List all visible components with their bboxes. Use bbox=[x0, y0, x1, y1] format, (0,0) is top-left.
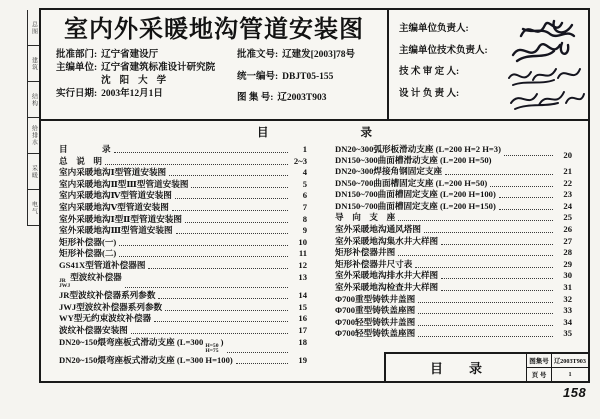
toc-item-label bbox=[59, 355, 233, 367]
dot-leader bbox=[398, 220, 553, 221]
stack-bottom: H=75 bbox=[205, 348, 219, 355]
toc-item-text: Φ700轻型铸铁井盖图 bbox=[335, 316, 416, 327]
signatory-label: 主编单位负责人: bbox=[399, 24, 469, 34]
toc-item-pre: DN20~150煨弯座板式滑动支座 (L=300 bbox=[59, 336, 206, 347]
toc-item-text: DN20~300焊接角钢固定支座 bbox=[335, 166, 443, 176]
toc-item-label bbox=[335, 259, 412, 271]
dot-leader bbox=[227, 352, 288, 353]
toc-page-number: 1 bbox=[302, 144, 307, 154]
toc-left-column bbox=[59, 144, 307, 367]
info-label: 图 集 号: bbox=[237, 93, 274, 103]
spine-tab-label: 采暖 bbox=[30, 164, 37, 179]
dot-leader bbox=[441, 244, 553, 245]
spine-tab-label: 总图 bbox=[30, 20, 37, 35]
sheet-title: 目 录 bbox=[429, 361, 482, 376]
dot-leader bbox=[191, 187, 288, 188]
toc-page-number: 4 bbox=[302, 167, 307, 178]
toc-page-number: 16 bbox=[298, 313, 307, 324]
toc-page-number: 14 bbox=[298, 290, 307, 301]
toc-item-text: Φ700重型铸铁井盖图 bbox=[335, 293, 416, 304]
toc-item-text: 矩形补偿器井图 bbox=[335, 247, 396, 258]
toc-item-label bbox=[59, 260, 145, 272]
approval-info bbox=[41, 49, 387, 114]
signatory-row bbox=[399, 19, 588, 41]
info-value bbox=[277, 92, 326, 105]
toc-page-number: 30 bbox=[563, 270, 572, 281]
dot-leader bbox=[175, 198, 288, 199]
toc-item bbox=[335, 317, 572, 329]
info-row bbox=[237, 71, 387, 84]
page-number-row bbox=[527, 368, 588, 381]
dot-leader bbox=[165, 310, 288, 311]
toc-page-number: 20 bbox=[563, 149, 572, 160]
toc-item bbox=[59, 302, 307, 314]
info-value-line2: 沈阳大学 bbox=[101, 76, 176, 86]
signatory-row bbox=[399, 41, 588, 63]
toc-item-text: DN150~700曲面槽固定支座 (L=200 H=150) bbox=[335, 200, 496, 211]
info-row bbox=[56, 88, 237, 101]
toc-item-label bbox=[59, 156, 102, 168]
toc-item-text: WY型无约束波纹补偿器 bbox=[59, 313, 152, 324]
toc-page-number: 10 bbox=[298, 236, 307, 247]
dot-leader bbox=[119, 245, 288, 246]
dot-leader bbox=[424, 232, 553, 233]
toc-item bbox=[59, 156, 307, 168]
toc-item bbox=[335, 282, 572, 294]
toc-item bbox=[59, 190, 307, 202]
info-value-text: 辽宁省建设厅 bbox=[101, 50, 159, 60]
toc-item-text: JR型波纹补偿器系列参数 bbox=[59, 290, 156, 301]
toc-item bbox=[335, 270, 572, 282]
spine-tab-label: 电气 bbox=[30, 200, 37, 215]
toc-item bbox=[59, 237, 307, 249]
dot-leader bbox=[398, 255, 553, 256]
info-value bbox=[101, 49, 158, 62]
toc-item-text: 室外采暖地沟Ⅰ型Ⅱ型管道安装图 bbox=[59, 213, 182, 224]
toc-item-label bbox=[59, 225, 173, 237]
toc-item-label bbox=[335, 247, 395, 259]
folio-page-number: 158 bbox=[563, 385, 587, 400]
info-row bbox=[56, 49, 237, 62]
toc-item-label bbox=[59, 237, 116, 249]
toc-item-text: DN20~150煨弯座板式滑动支座 (L=300 H=100) bbox=[59, 355, 233, 366]
toc-item bbox=[59, 144, 307, 156]
toc-item bbox=[59, 179, 307, 191]
toc-item-label bbox=[335, 201, 496, 213]
page-frame bbox=[39, 8, 590, 383]
toc-item bbox=[335, 259, 572, 271]
toc-page-number: 19 bbox=[298, 355, 307, 366]
toc-item bbox=[59, 290, 307, 302]
toc-item-text: 室外采暖地沟Ⅲ型管道安装图 bbox=[59, 225, 173, 236]
info-value bbox=[282, 49, 355, 62]
dot-leader bbox=[504, 155, 553, 156]
toc-item-post: 型波纹补偿器 bbox=[70, 271, 122, 282]
stack-top: JR bbox=[59, 277, 66, 284]
toc-section bbox=[41, 121, 588, 381]
spine-tab-label: 建筑 bbox=[30, 56, 37, 71]
dot-leader bbox=[418, 325, 553, 326]
dot-leader bbox=[176, 233, 288, 234]
toc-page-number: 34 bbox=[563, 316, 572, 327]
stacked-values bbox=[59, 279, 70, 291]
toc-item bbox=[335, 166, 572, 178]
toc-item bbox=[335, 178, 572, 190]
toc-page-number: 28 bbox=[563, 247, 572, 258]
toc-item-label bbox=[335, 305, 415, 317]
title-and-approval-block bbox=[41, 10, 389, 119]
toc-item-text: 室外采暖地沟通风塔图 bbox=[335, 223, 421, 234]
toc-item-label bbox=[335, 166, 442, 178]
dot-leader bbox=[158, 298, 288, 299]
toc-item bbox=[59, 225, 307, 237]
dot-leader bbox=[105, 164, 288, 165]
toc-page-number: 35 bbox=[563, 328, 572, 339]
toc-page-number: 25 bbox=[563, 212, 572, 223]
toc-item-label bbox=[335, 328, 415, 340]
atlas-title: 室内外采暖地沟管道安装图 bbox=[64, 17, 364, 43]
toc-item bbox=[59, 167, 307, 179]
toc-item-text: 矩形补偿器(一) bbox=[59, 236, 117, 247]
toc-item bbox=[335, 328, 572, 340]
dot-leader bbox=[499, 209, 553, 210]
dot-leader bbox=[119, 256, 288, 257]
toc-item bbox=[59, 337, 307, 356]
toc-item bbox=[59, 214, 307, 226]
toc-page-number: 33 bbox=[563, 305, 572, 316]
toc-page-number: 26 bbox=[563, 223, 572, 234]
toc-item-text: 室外采暖地沟排水井大样图 bbox=[335, 270, 439, 281]
page-number-label: 页 号 bbox=[527, 368, 552, 381]
signatory-row bbox=[399, 62, 588, 84]
toc-item bbox=[335, 189, 572, 201]
toc-item-label bbox=[335, 270, 438, 282]
toc-item bbox=[335, 212, 572, 224]
toc-item bbox=[335, 201, 572, 213]
toc-item-label bbox=[59, 179, 188, 191]
toc-item-label bbox=[59, 302, 162, 314]
dot-leader bbox=[148, 268, 288, 269]
toc-page-number: 12 bbox=[298, 259, 307, 270]
toc-item-label bbox=[335, 236, 438, 248]
toc-columns bbox=[41, 144, 588, 367]
info-label: 实行日期: bbox=[56, 89, 98, 99]
page-number-value: 1 bbox=[568, 371, 572, 378]
toc-page-number: 13 bbox=[298, 271, 307, 282]
toc-page-number: 32 bbox=[563, 293, 572, 304]
toc-item-label bbox=[335, 317, 415, 329]
approval-info-right bbox=[237, 49, 387, 114]
toc-item-text: GS41X型管道补偿器图 bbox=[59, 259, 146, 270]
toc-item bbox=[59, 272, 307, 291]
toc-item-text: 室内采暖地沟Ⅴ型管道安装图 bbox=[59, 201, 169, 212]
stack-top: H=50 bbox=[205, 342, 219, 349]
toc-item-label bbox=[59, 248, 116, 260]
toc-page-number: 9 bbox=[302, 225, 307, 236]
signatory-label: 技 术 审 定 人: bbox=[399, 67, 460, 77]
toc-item-post: ) bbox=[218, 336, 224, 347]
toc-page-number: 23 bbox=[563, 189, 572, 200]
header-band bbox=[41, 10, 588, 121]
toc-item-label bbox=[335, 189, 496, 201]
dot-leader bbox=[131, 333, 288, 334]
info-value-text: 辽2003T903 bbox=[277, 93, 327, 103]
toc-item-label bbox=[59, 272, 122, 291]
atlas-number-value: 辽2003T903 bbox=[554, 358, 586, 365]
info-row bbox=[237, 92, 387, 105]
responsible-persons-block bbox=[389, 10, 588, 119]
toc-item-label bbox=[59, 290, 155, 302]
signatory-label: 设 计 负 责 人: bbox=[399, 88, 460, 99]
toc-page-number: 8 bbox=[302, 213, 307, 224]
toc-item-text: 室外采暖地沟检查井大样图 bbox=[335, 281, 439, 292]
stack-bottom: JWJ bbox=[59, 283, 71, 290]
toc-item-text: Φ700重型铸铁盖座图 bbox=[335, 305, 416, 316]
toc-page-number: 21 bbox=[563, 166, 572, 176]
toc-item bbox=[335, 224, 572, 236]
toc-item-label bbox=[59, 325, 128, 337]
signatory-labels bbox=[399, 19, 588, 105]
info-value bbox=[282, 71, 333, 84]
toc-item bbox=[59, 325, 307, 337]
toc-item-label bbox=[335, 224, 421, 236]
dot-leader bbox=[499, 197, 553, 198]
dot-leader bbox=[490, 186, 553, 187]
title-block bbox=[384, 352, 588, 381]
toc-item-text: 目 录 bbox=[59, 144, 111, 154]
toc-item bbox=[59, 355, 307, 367]
toc-item-label bbox=[59, 214, 182, 226]
toc-item-line2: DN150~300曲面槽滑动支座 (L=200 H=50) bbox=[335, 155, 492, 165]
atlas-number-row bbox=[527, 354, 588, 368]
info-label: 批准部门: bbox=[56, 50, 98, 60]
toc-item bbox=[335, 294, 572, 306]
toc-item-text: JWJ型波纹补偿器系列参数 bbox=[59, 301, 163, 312]
dot-leader bbox=[125, 287, 288, 288]
dot-leader bbox=[169, 175, 288, 176]
dot-leader bbox=[415, 267, 553, 268]
dot-leader bbox=[154, 321, 288, 322]
toc-item-text: DN50~700曲面槽固定支座 (L=200 H=50) bbox=[335, 177, 488, 188]
spine-tab-label: 给排水 bbox=[30, 125, 37, 146]
toc-item-label bbox=[335, 294, 415, 306]
toc-page-number: 2~3 bbox=[293, 155, 307, 166]
toc-item bbox=[335, 144, 572, 166]
toc-item-text: 室内采暖地沟Ⅱ型Ⅲ型管道安装图 bbox=[59, 178, 189, 189]
toc-page-number: 29 bbox=[563, 258, 572, 269]
toc-item-label bbox=[59, 202, 169, 214]
dot-leader bbox=[418, 336, 553, 337]
stacked-values bbox=[205, 344, 218, 356]
toc-page-number: 24 bbox=[563, 200, 572, 211]
toc-item-label bbox=[59, 313, 151, 325]
toc-page-number: 15 bbox=[298, 301, 307, 312]
toc-item-label bbox=[59, 144, 111, 156]
atlas-number-label: 图集号 bbox=[527, 354, 552, 367]
dot-leader bbox=[172, 210, 288, 211]
toc-heading: 目 录 bbox=[257, 127, 372, 139]
toc-item bbox=[59, 248, 307, 260]
toc-page-number: 27 bbox=[563, 235, 572, 246]
atlas-info-table bbox=[526, 354, 588, 381]
toc-item-text: 室内采暖地沟Ⅰ型管道安装图 bbox=[59, 167, 167, 178]
info-row bbox=[237, 49, 387, 62]
info-value bbox=[101, 62, 215, 88]
toc-item bbox=[59, 202, 307, 214]
toc-item bbox=[59, 260, 307, 272]
toc-page-number: 5 bbox=[302, 178, 307, 189]
toc-item-label bbox=[59, 190, 172, 202]
info-label: 批准文号: bbox=[237, 50, 279, 60]
toc-page-number: 11 bbox=[298, 248, 307, 259]
info-label: 主编单位: bbox=[56, 63, 98, 73]
toc-item bbox=[335, 305, 572, 317]
dot-leader bbox=[418, 302, 553, 303]
toc-item-text: 室内采暖地沟Ⅳ型管道安装图 bbox=[59, 190, 172, 201]
toc-item-label bbox=[335, 282, 438, 294]
toc-item-label bbox=[335, 212, 395, 224]
dot-leader bbox=[418, 313, 553, 314]
info-value-text: 2003年12月1日 bbox=[101, 89, 163, 99]
toc-right-column bbox=[335, 144, 572, 367]
info-value-text: 辽宁省建筑标准设计研究院 bbox=[101, 63, 216, 73]
toc-item bbox=[335, 247, 572, 259]
dot-leader bbox=[441, 278, 553, 279]
dot-leader bbox=[185, 222, 288, 223]
toc-item-text: 矩形补偿器(二) bbox=[59, 248, 117, 259]
info-value bbox=[101, 88, 163, 101]
toc-item bbox=[59, 313, 307, 325]
toc-item-line1: DN20~300弧形板滑动支座 (L=200 H=2 H=3) bbox=[335, 144, 501, 154]
info-row bbox=[56, 62, 237, 88]
toc-page-number: 18 bbox=[298, 336, 307, 347]
toc-page-number: 22 bbox=[563, 177, 572, 188]
signatory-row bbox=[399, 84, 588, 106]
toc-item-label bbox=[59, 167, 166, 179]
toc-page-number: 7 bbox=[302, 201, 307, 212]
toc-item-text: 波纹补偿器安装图 bbox=[59, 324, 128, 335]
approval-info-left bbox=[41, 49, 237, 114]
toc-item-text: 总 说 明 bbox=[59, 155, 102, 166]
toc-item-text: Φ700轻型铸铁盖座图 bbox=[335, 328, 416, 339]
dot-leader bbox=[236, 363, 288, 364]
toc-page-number: 17 bbox=[298, 324, 307, 335]
toc-item-label bbox=[335, 144, 501, 166]
toc-item-text: 室外采暖地沟集水井大样图 bbox=[335, 235, 439, 246]
toc-page-number: 31 bbox=[563, 281, 572, 292]
dot-leader bbox=[114, 152, 288, 153]
dot-leader bbox=[445, 174, 553, 175]
toc-item-label bbox=[335, 178, 487, 190]
toc-item-text: DN150~700曲面槽固定支座 (L=200 H=100) bbox=[335, 189, 496, 200]
info-value-text: DBJT05-155 bbox=[282, 71, 334, 82]
spine-tab-label: 结构 bbox=[30, 92, 37, 107]
toc-item-label bbox=[59, 337, 224, 356]
info-value-text: 辽建发[2003]78号 bbox=[282, 50, 355, 60]
info-label: 统一编号: bbox=[237, 71, 279, 82]
toc-item-text: 矩形补偿器井尺寸表 bbox=[335, 258, 413, 269]
signatory-label: 主编单位技术负责人: bbox=[399, 45, 488, 56]
toc-item-text: 导 向 支 座 bbox=[335, 212, 396, 223]
toc-page-number: 6 bbox=[302, 190, 307, 201]
toc-item bbox=[335, 236, 572, 248]
dot-leader bbox=[441, 290, 553, 291]
